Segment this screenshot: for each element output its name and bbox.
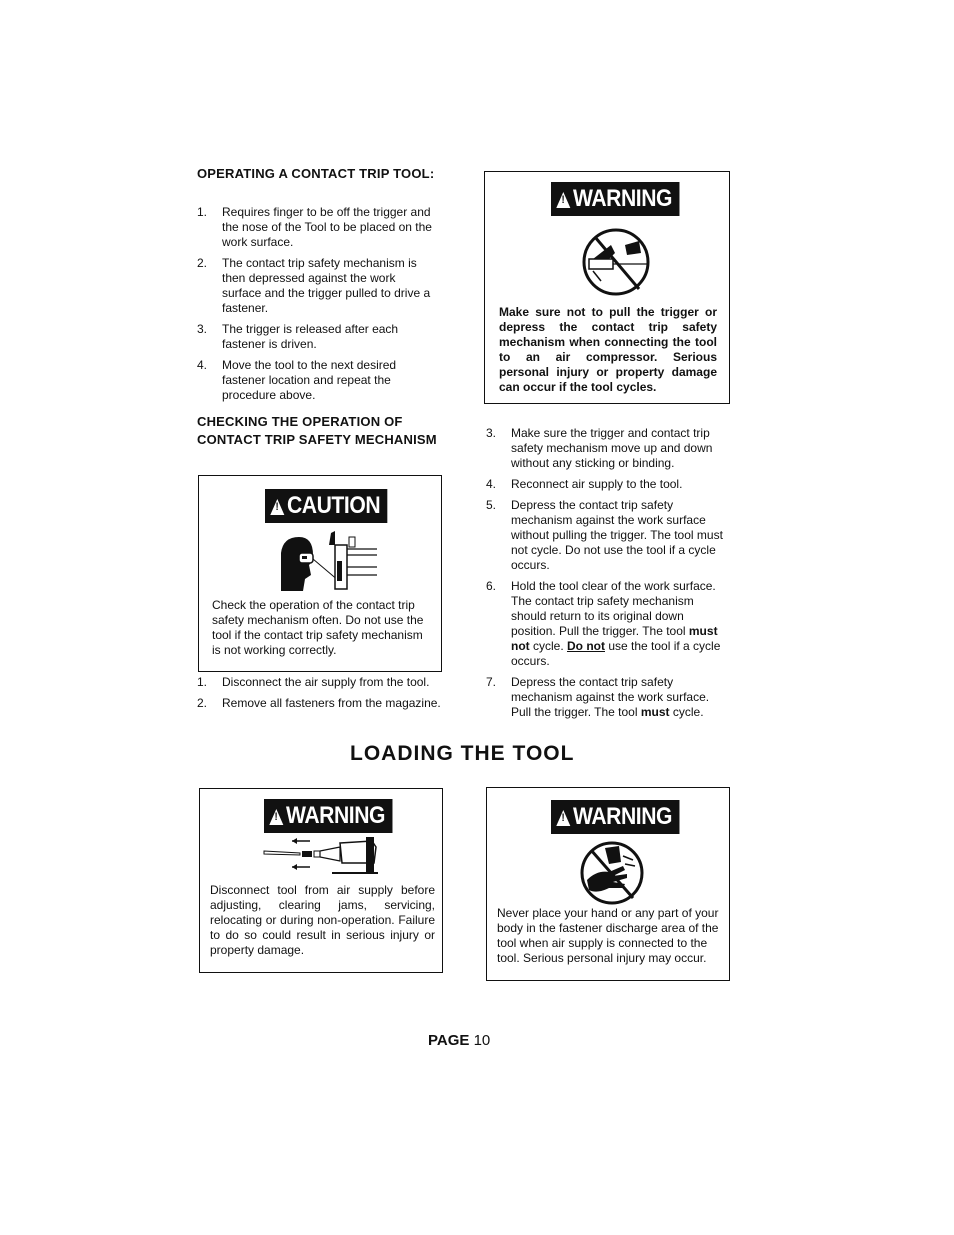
list-item-text: must: [640, 705, 670, 719]
list-item-text: The contact trip safety mechanism is then depressed against the work surface and the trigger pulled to drive a fastener.: [222, 256, 431, 315]
page-footer: [428, 1032, 490, 1049]
list-item-text: must not: [511, 624, 718, 653]
page-label: PAGE: [428, 1032, 470, 1049]
page-number: 10: [473, 1032, 491, 1049]
no-trigger-pull-icon: [581, 227, 651, 297]
list-item-text: cycle.: [529, 639, 567, 653]
list-item: [197, 675, 447, 690]
list-item-number: 2.: [197, 696, 208, 710]
list-item-text: Requires finger to be off the trigger and the nose of the Tool to be placed on the work surface.: [222, 205, 432, 249]
caution-text: Check the operation of the contact trip safety mechanism often. Do not use the tool if the contact trip safety mechanism is not working correctly.: [212, 598, 424, 657]
list-item-text: Hold the tool clear of the work surface. The contact trip safety mechanism should return to its original down position. Pull the trigger. The tool: [511, 579, 716, 638]
warning-hand-text: Never place your hand or any part of your body in the fastener discharge area of the tool when air supply is connected to the tool. Serious personal injury may occur.: [497, 906, 719, 965]
list-item-text: The trigger is released after each fastener is driven.: [222, 322, 399, 351]
warning-badge: !WARNING: [264, 799, 392, 833]
warning-badge: !WARNING: [551, 800, 679, 834]
warning-box-hand: [486, 787, 730, 981]
alert-triangle-icon: [556, 192, 570, 208]
list-item: [197, 358, 437, 403]
alert-triangle-icon: [270, 499, 284, 515]
list-item-text: use the tool if a cycle occurs.: [511, 639, 721, 668]
list-item-number: 3.: [486, 426, 497, 440]
list-item: [486, 675, 731, 720]
warning-box-trigger: [484, 171, 730, 404]
warning-badge: !WARNING: [551, 182, 679, 216]
list-item: [197, 205, 437, 250]
list-item: [197, 322, 437, 352]
operating-steps-list: [197, 205, 437, 409]
caution-badge: !CAUTION: [265, 489, 387, 523]
list-item-text: Do not: [567, 639, 605, 653]
caution-box: [198, 475, 442, 672]
alert-triangle-icon: [556, 810, 570, 826]
list-item-number: 7.: [486, 675, 497, 689]
list-item: [486, 426, 731, 471]
checking-steps-list: [486, 426, 731, 726]
list-item: [197, 256, 437, 316]
list-item-text: Disconnect the air supply from the tool.: [222, 675, 430, 689]
warning-box-disconnect: [199, 788, 443, 973]
list-item: [486, 498, 731, 573]
list-item: [486, 477, 731, 492]
list-item-number: 4.: [486, 477, 497, 491]
loading-tool-title: LOADING THE TOOL: [350, 742, 575, 765]
operating-contact-trip-heading: OPERATING A CONTACT TRIP TOOL:: [197, 166, 435, 181]
list-item-text: Depress the contact trip safety mechanism against the work surface. Pull the trigger. The tool: [511, 675, 710, 719]
list-item: [486, 579, 731, 669]
list-item-text: Reconnect air supply to the tool.: [511, 477, 683, 491]
list-item-number: 5.: [486, 498, 497, 512]
safety-glasses-nailer-icon: [279, 531, 379, 593]
list-item-number: 1.: [197, 675, 208, 689]
alert-triangle-icon: [269, 809, 283, 825]
list-item-text: cycle.: [669, 705, 704, 719]
no-hand-in-discharge-icon: [579, 840, 645, 906]
list-item-text: Make sure the trigger and contact trip safety mechanism move up and down without any sticking or binding.: [511, 426, 713, 470]
list-item-number: 2.: [197, 256, 208, 270]
list-item-text: Move the tool to the next desired fastener location and repeat the procedure above.: [222, 358, 397, 402]
disconnect-steps-list: [197, 675, 447, 717]
disconnect-air-supply-icon: [262, 833, 382, 879]
warning-disconnect-text: Disconnect tool from air supply before adjusting, clearing jams, servicing, relocating or during non-operation. Failure to do so could result in serious injury or property damage.: [210, 883, 435, 957]
checking-operation-heading: CHECKING THE OPERATION OF CONTACT TRIP SAFETY MECHANISM: [197, 414, 437, 447]
list-item-number: 6.: [486, 579, 497, 593]
list-item-number: 3.: [197, 322, 208, 336]
list-item-text: Remove all fasteners from the magazine.: [222, 696, 441, 710]
warning-trigger-text: Make sure not to pull the trigger or depress the contact trip safety mechanism when connecting the tool to an air compressor. Serious personal injury or property damage can occur if the tool cycles.: [499, 305, 717, 394]
list-item-number: 1.: [197, 205, 208, 219]
list-item: [197, 696, 447, 711]
list-item-text: Depress the contact trip safety mechanism against the work surface without pulling the trigger. The tool must not cycle. Do not use the tool if a cycle occurs.: [511, 498, 723, 572]
list-item-number: 4.: [197, 358, 208, 372]
